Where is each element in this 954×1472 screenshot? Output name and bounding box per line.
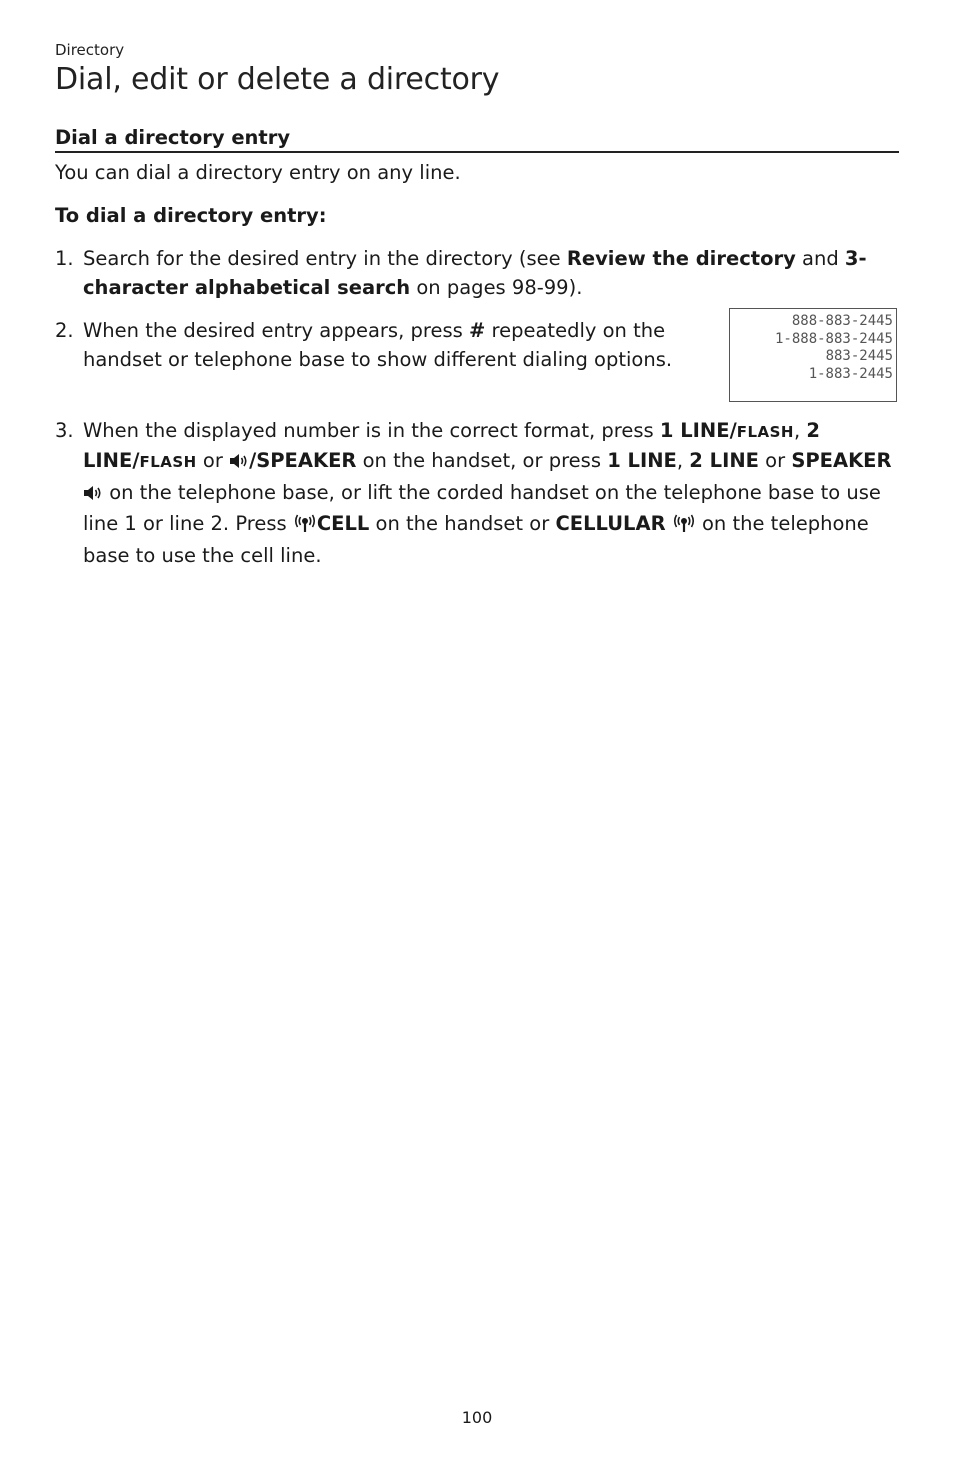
section-heading: Dial a directory entry: [55, 126, 899, 153]
step-text: Search for the desired entry in the directory (see Review the directory and 3-character alphabetical search on pages 98-99).: [83, 247, 867, 299]
display-line: 1-888-883-2445: [774, 330, 893, 347]
speaker-icon: [229, 450, 249, 479]
step-text: When the desired entry appears, press # repeatedly on the handset or telephone base to show different dialing options.: [83, 319, 673, 371]
intro-text: You can dial a directory entry on any line.: [55, 161, 461, 184]
step-text: When the displayed number is in the correct format, press 1 LINE/FLASH, 2 LINE/FLASH or /SPEAKER on the handset, or press 1 LINE, 2 LINE or SPEAKER on the telephone base, or lift the corded handset on the telephone base to use line 1 or line 2. Press CELL on the handset or CELLULAR on the telephone base to use the cell line.: [83, 419, 892, 568]
cell-antenna-icon: [672, 513, 696, 542]
display-line: 883-2445: [825, 348, 893, 364]
speaker-icon: [83, 482, 103, 511]
handset-display: [729, 308, 897, 402]
step-number: 1.: [55, 247, 74, 270]
cell-antenna-icon: [293, 513, 317, 542]
page-number: 100: [461, 1408, 493, 1427]
page-title: Dial, edit or delete a directory: [55, 62, 500, 97]
step-number: 3.: [55, 419, 74, 442]
display-line: 1-883-2445: [808, 365, 893, 382]
procedure-heading: To dial a directory entry:: [55, 204, 327, 227]
breadcrumb: Directory: [55, 41, 125, 59]
step-number: 2.: [55, 319, 74, 342]
display-line: 888-883-2445: [791, 313, 893, 329]
